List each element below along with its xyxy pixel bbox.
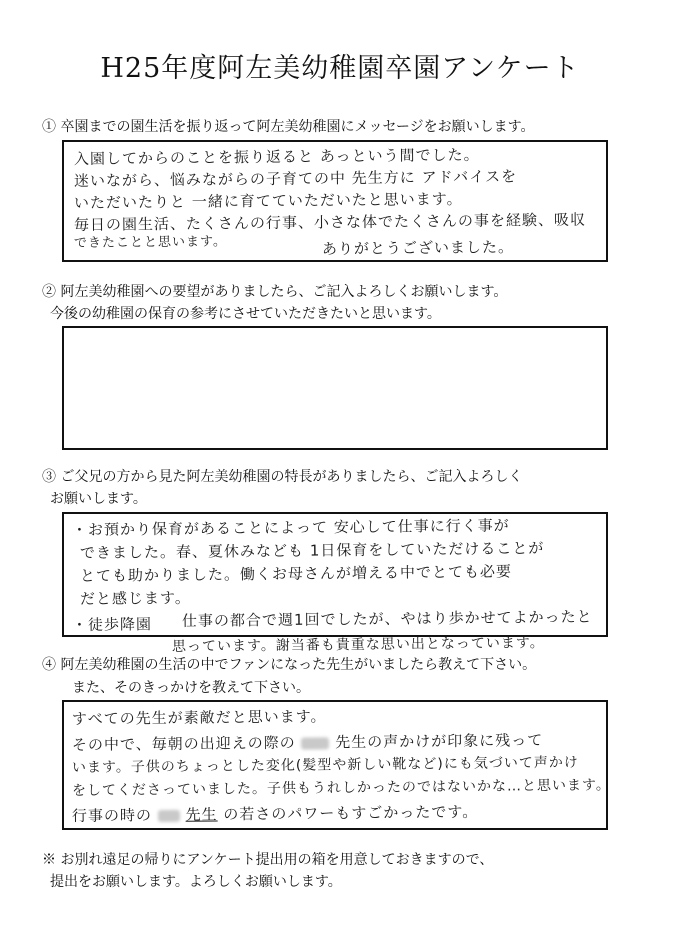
question-3-label-continued: お願いします。 — [50, 491, 147, 507]
answer-box-3 — [62, 512, 608, 637]
answer-box-4 — [62, 700, 611, 830]
answer-1-line-3: いただいたりと 一緒に育てていただいたと思います。 — [73, 189, 463, 212]
answer-4-line-3: います。子供のちょっとした変化(髪型や新しい靴など)にも気づいて声かけ — [71, 754, 579, 776]
answer-4-line-5-end: の若さのパワーもすごかったです。 — [223, 802, 479, 824]
answer-4-line-4: をしてくださっていました。子供もうれしかったのではないかな…と思います。 — [71, 777, 611, 799]
answer-1-line-4: 毎日の園生活、たくさんの行事、小さな体でたくさんの事を経験、吸収 — [73, 210, 587, 234]
answer-4-line-5-teacher: 先生 — [185, 805, 218, 824]
note-line-1: ※ お別れ遠足の帰りにアンケート提出用の箱を用意しておきますので、 — [42, 852, 494, 868]
answer-3-line-1: ・お預かり保育があることによって 安心して仕事に行く事が — [71, 516, 510, 539]
question-4-label-continued: また、そのきっかけを教えて下さい。 — [72, 680, 310, 696]
answer-box-1 — [62, 140, 608, 262]
answer-3-line-4: だと感じます。 — [79, 588, 191, 608]
answer-4-line-5-start: 行事の時の — [71, 806, 153, 825]
answer-4-line-2-start: その中で、毎朝の出迎えの際の — [71, 733, 296, 754]
answer-box-2 — [62, 326, 608, 450]
note-line-2: 提出をお願いします。よろしくお願いします。 — [50, 874, 342, 890]
answer-4-line-2 — [72, 729, 543, 755]
answer-1-line-2: 迷いながら、悩みながらの子育ての中 先生方に アドバイスを — [73, 167, 518, 190]
question-2-label: ② 阿左美幼稚園への要望がありましたら、ご記入よろしくお願いします。 — [42, 284, 508, 300]
answer-3-line-5: ・徒歩降園 — [71, 615, 153, 634]
page-title: H25年度阿左美幼稚園卒園アンケート — [100, 53, 580, 84]
question-4-label: ④ 阿左美幼稚園の生活の中でファンになった先生がいましたら教えて下さい。 — [42, 657, 537, 673]
answer-3-line-7: 思っています。謝当番も貴重な思い出となっています。 — [171, 635, 545, 655]
question-3-label: ③ ご父兄の方から見た阿左美幼稚園の特長がありましたら、ご記入よろしく — [42, 469, 523, 485]
answer-4-line-5 — [72, 801, 478, 826]
answer-1-line-6: ありがとうございました。 — [321, 237, 515, 258]
answer-1-line-5: できたことと思います。 — [73, 234, 228, 251]
question-2-sublabel: 今後の幼稚園の保育の参考にさせていただきたいと思います。 — [50, 306, 441, 322]
answer-3-line-2: できました。春、夏休みなども 1日保育をしていただけることが — [79, 539, 545, 562]
answer-3-line-3: とても助かりました。働くお母さんが増える中でとても必要 — [79, 562, 513, 585]
question-1-label: ① 卒園までの園生活を振り返って阿左美幼稚園にメッセージをお願いします。 — [42, 119, 535, 135]
answer-4-line-1: すべての先生が素敵だと思います。 — [71, 707, 327, 728]
redacted-name — [301, 737, 329, 749]
answer-4-line-2-end: 先生の声かけが印象に残って — [335, 731, 544, 752]
answer-3-line-6: 仕事の都合で週1回でしたが、やはり歩かせてよかったと — [181, 607, 593, 630]
answer-1-line-1: 入園してからのことを振り返ると あっという間でした。 — [73, 145, 480, 168]
redacted-name — [158, 809, 180, 821]
